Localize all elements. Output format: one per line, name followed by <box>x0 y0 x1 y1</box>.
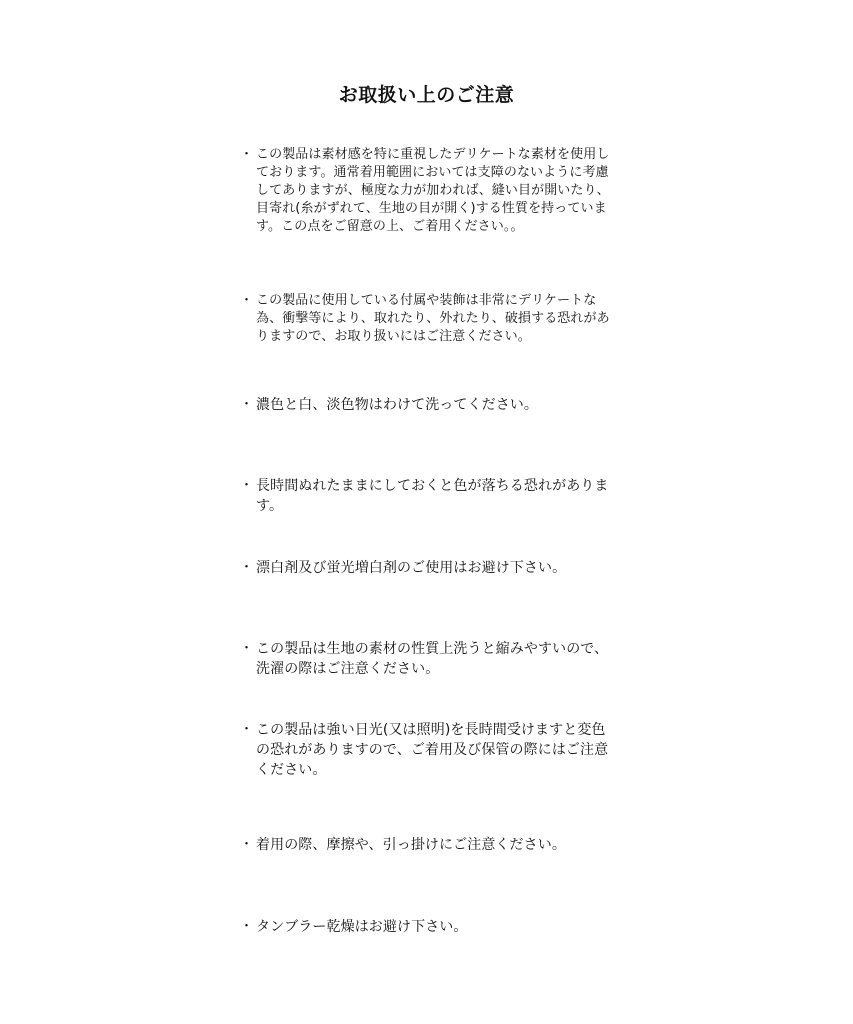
note-text: タンブラー乾燥はお避け下さい。 <box>256 919 468 935</box>
note-item <box>240 292 616 346</box>
bullet-marker: ・ <box>240 722 254 737</box>
note-text: 長時間ぬれたままにしておくと色が落ちる恐れがあります。 <box>256 478 609 514</box>
note-text: 漂白剤及び蛍光増白剤のご使用はお避け下さい。 <box>256 560 567 576</box>
note-text: 着用の際、摩擦や、引っ掛けにご注意ください。 <box>256 837 566 853</box>
bullet-marker: ・ <box>240 837 254 852</box>
note-text: 濃色と白、淡色物はわけて洗ってください。 <box>256 397 538 413</box>
bullet-marker: ・ <box>240 478 254 493</box>
note-text: この製品は素材感を特に重視したデリケートな素材を使用しております。通常着用範囲においては支障のないように考慮してありますが、極度な力が加われば、縫い目が開いたり、目寄れ(糸がずれて、生地の目が開く)する性質を持っています。この点をご留意の上、ご着用ください。。 <box>256 147 610 234</box>
note-text: この製品に使用している付属や装飾は非常にデリケートな為、衝撃等により、取れたり、外れたり、破損する恐れがありますので、お取り扱いにはご注意ください。 <box>256 293 610 344</box>
bullet-marker: ・ <box>240 397 254 412</box>
page-title: お取扱い上のご注意 <box>338 84 515 106</box>
note-item <box>240 558 616 578</box>
bullet-marker: ・ <box>240 641 254 656</box>
bullet-marker: ・ <box>240 293 254 308</box>
note-item <box>240 639 616 679</box>
bullet-marker: ・ <box>240 147 254 162</box>
note-item <box>240 917 616 937</box>
note-text: この製品は生地の素材の性質上洗うと縮みやすいので、洗濯の際はご注意ください。 <box>256 641 609 677</box>
bullet-marker: ・ <box>240 919 254 934</box>
note-item <box>240 146 616 236</box>
note-item <box>240 476 616 516</box>
bullet-marker: ・ <box>240 560 254 575</box>
note-text: この製品は強い日光(又は照明)を長時間受けますと変色の恐れがありますので、ご着用及び保管の際にはご注意ください。 <box>256 722 609 778</box>
note-item <box>240 835 616 855</box>
note-item <box>240 720 616 780</box>
note-item <box>240 395 616 415</box>
